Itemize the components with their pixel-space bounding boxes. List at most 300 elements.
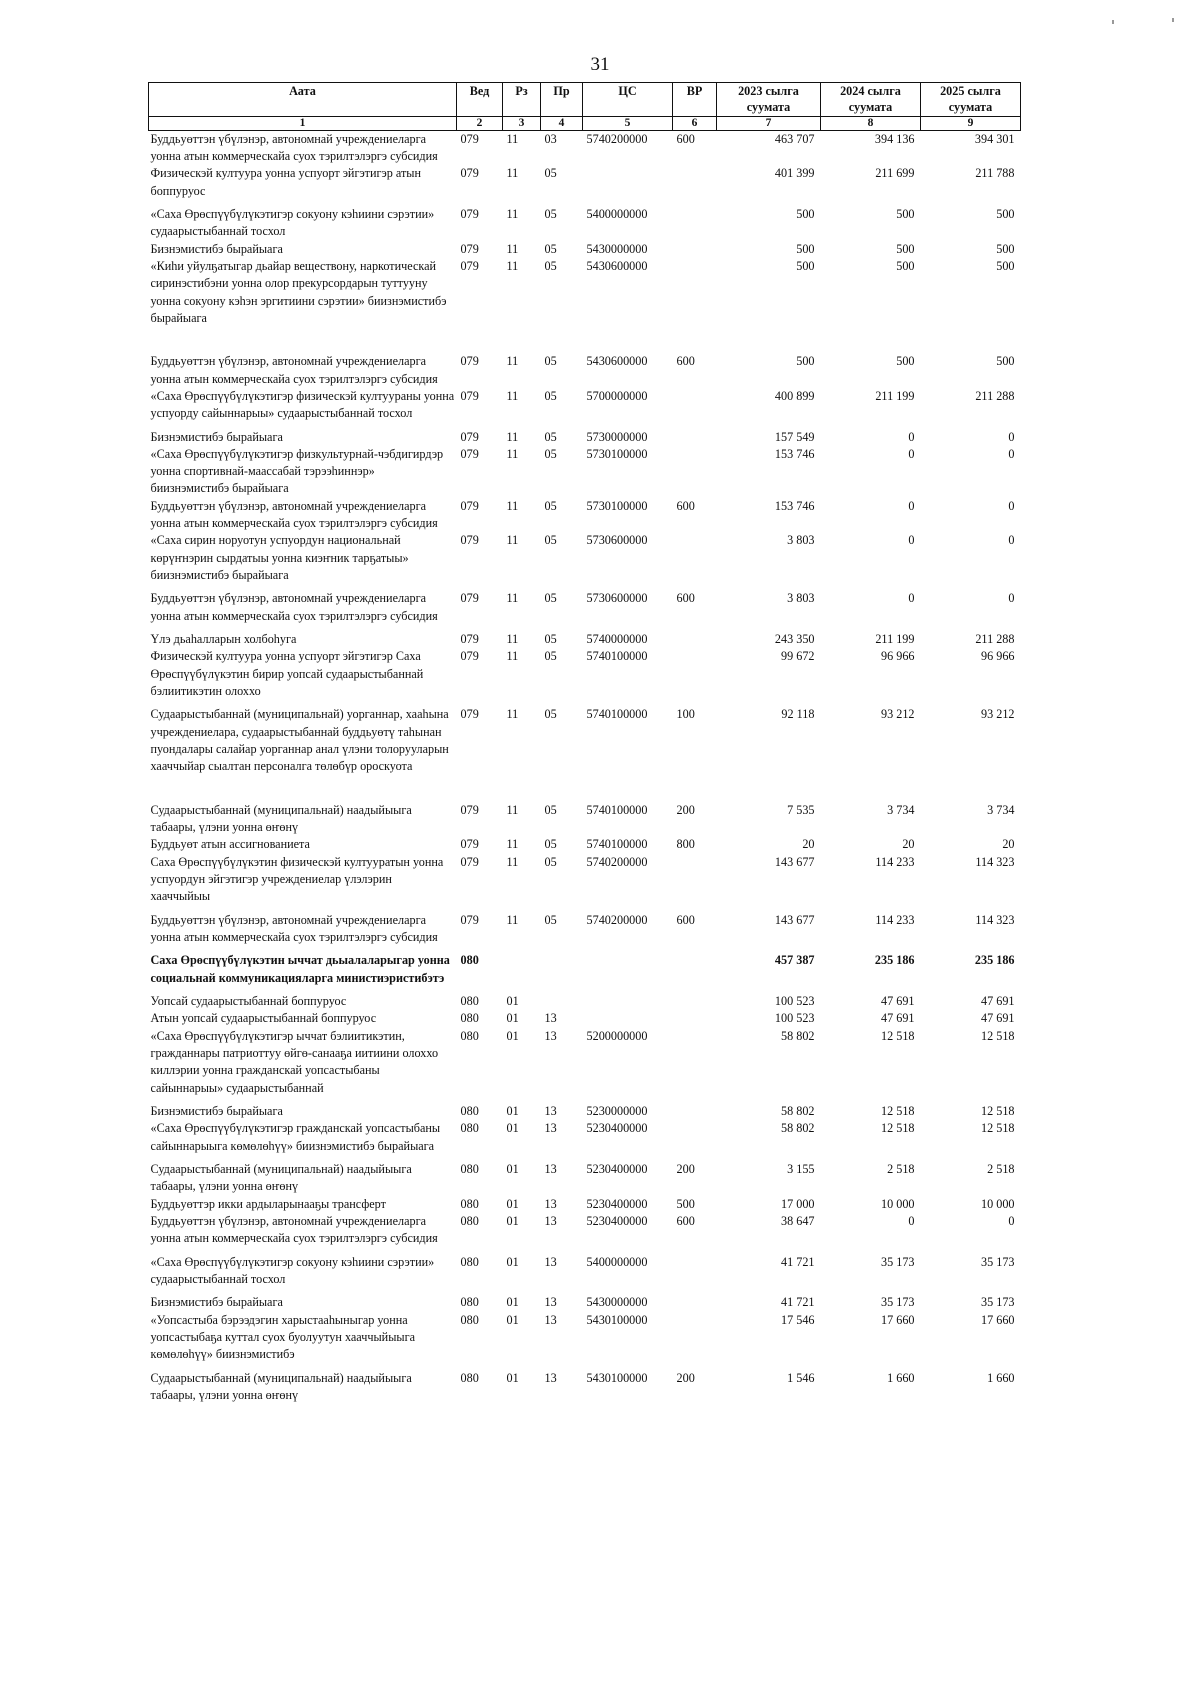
column-number: 3 (503, 116, 541, 130)
row-name: Буддьуөттэн үбүлэнэр, автономнай учреждениеларга уонна атын коммерческайа суох тэрилтэлэргэ субсидия (150, 498, 438, 531)
row-cs: 5430100000 (586, 1312, 648, 1327)
table-row (149, 912, 1021, 953)
row-cs: 5230400000 (586, 1161, 648, 1176)
row-cs: 5740100000 (586, 649, 648, 664)
table-row (149, 165, 1021, 206)
row-amount-2025: 35 173 (980, 1295, 1015, 1310)
row-amount-2023: 17 546 (780, 1312, 815, 1327)
row-vr (673, 631, 717, 648)
row-name: Үлэ дьаһалларын холбоһуга (150, 632, 297, 647)
row-vr (673, 1103, 717, 1120)
row-amount-2023: 3 803 (787, 533, 815, 548)
row-ved: 080 (460, 1196, 479, 1211)
row-pr: 13 (544, 1011, 557, 1026)
row-name: Буддьуөттэр икки ардыларынааҕы трансферт (150, 1196, 386, 1211)
scan-speck (1112, 20, 1114, 24)
row-vr: 200 (676, 802, 695, 817)
row-name: Буддьуөттэн үбүлэнэр, автономнай учреждениеларга уонна атын коммерческайа суох тэрилтэлэргэ субсидия (150, 1213, 438, 1246)
row-vr (673, 241, 717, 258)
row-name: Физическэй култуура уонна успуорт эйгэтигэр Саха Өрөспүүбүлүкэтин бирир уопсай судаарыстыбаннай бэлиитикэтин олоххо (150, 649, 424, 699)
row-name: «Саха сирин норуотун успуордун национальнай көрүҥнэрин сырдатыы уонна киэҥник тарҕатыы» биизнэмистибэ бырайыага (150, 533, 409, 583)
row-rz: 01 (506, 1254, 519, 1269)
row-vr (673, 1254, 717, 1295)
table-header-row (149, 83, 1021, 117)
row-rz: 11 (506, 354, 519, 369)
table-row (149, 206, 1021, 241)
row-vr (673, 258, 717, 353)
row-amount-2023: 20 (802, 837, 815, 852)
row-amount-2024: 211 199 (875, 388, 915, 403)
row-vr: 200 (676, 1370, 695, 1385)
header-cs: ЦС (583, 83, 673, 117)
row-pr: 13 (544, 1028, 557, 1043)
column-number: 8 (821, 116, 921, 130)
row-ved: 080 (460, 1213, 479, 1228)
row-vr (673, 388, 717, 429)
row-cs: 5230400000 (586, 1213, 648, 1228)
row-rz: 11 (506, 429, 519, 444)
table-row (149, 648, 1021, 706)
table-row (149, 1028, 1021, 1103)
row-name: «Саха Өрөспүүбүлүкэтигэр сокуону кэһиини сэрэтии» судаарыстыбаннай тосхол (150, 1254, 435, 1286)
row-vr (673, 854, 717, 912)
row-amount-2025: 211 288 (975, 388, 1015, 403)
row-amount-2025: 1 660 (987, 1370, 1015, 1385)
row-name: Атын уопсай судаарыстыбаннай боппуруос (150, 1011, 377, 1026)
table-row (149, 1010, 1021, 1027)
row-amount-2023: 58 802 (780, 1103, 815, 1118)
row-pr: 05 (544, 707, 557, 722)
row-rz: 11 (506, 166, 519, 181)
row-rz: 11 (506, 258, 519, 273)
row-amount-2024: 12 518 (880, 1121, 915, 1136)
row-ved: 080 (460, 1370, 479, 1385)
row-cs: 5740200000 (586, 854, 648, 869)
row-vr: 600 (676, 912, 695, 927)
row-amount-2024: 93 212 (880, 707, 915, 722)
header-pr: Пр (541, 83, 583, 117)
row-amount-2025: 0 (1008, 591, 1015, 606)
row-rz: 11 (506, 632, 519, 647)
row-pr: 05 (544, 837, 557, 852)
row-amount-2024: 211 199 (875, 632, 915, 647)
row-pr: 05 (544, 854, 557, 869)
row-amount-2025: 2 518 (987, 1161, 1015, 1176)
table-row (149, 1103, 1021, 1120)
row-amount-2023: 143 677 (774, 912, 815, 927)
header-2025: 2025 сылга суумата (921, 83, 1021, 117)
row-amount-2024: 394 136 (874, 131, 915, 146)
table-row (149, 952, 1021, 993)
table-row (149, 241, 1021, 258)
row-vr: 600 (676, 131, 695, 146)
row-rz: 11 (506, 241, 519, 256)
row-rz: 11 (506, 533, 519, 548)
row-amount-2023: 457 387 (774, 953, 815, 968)
row-cs: 5230400000 (586, 1196, 648, 1211)
row-ved: 080 (460, 1011, 479, 1026)
row-amount-2023: 1 546 (787, 1370, 815, 1385)
row-cs (583, 993, 673, 1010)
row-rz: 01 (506, 1161, 519, 1176)
row-cs: 5740200000 (586, 912, 648, 927)
row-amount-2024: 12 518 (880, 1103, 915, 1118)
row-pr: 05 (544, 206, 557, 221)
row-rz: 01 (506, 1028, 519, 1043)
row-cs: 5730600000 (586, 591, 648, 606)
row-ved: 079 (460, 388, 479, 403)
row-amount-2024: 0 (908, 1213, 915, 1228)
row-amount-2024: 0 (908, 591, 915, 606)
row-pr: 13 (544, 1161, 557, 1176)
row-rz: 11 (506, 707, 519, 722)
row-pr: 13 (544, 1295, 557, 1310)
row-ved: 079 (460, 446, 479, 461)
row-ved: 080 (460, 1121, 479, 1136)
row-vr (673, 1294, 717, 1311)
table-row (149, 130, 1021, 165)
row-amount-2024: 12 518 (880, 1028, 915, 1043)
row-amount-2025: 0 (1008, 446, 1015, 461)
row-ved: 079 (460, 354, 479, 369)
row-pr: 05 (544, 802, 557, 817)
table-row (149, 1312, 1021, 1370)
table-row (149, 1370, 1021, 1405)
column-number: 4 (541, 116, 583, 130)
row-amount-2025: 0 (1008, 1213, 1015, 1228)
row-amount-2023: 153 746 (774, 446, 815, 461)
row-amount-2025: 0 (1008, 498, 1015, 513)
row-cs: 5400000000 (586, 206, 648, 221)
row-amount-2025: 235 186 (974, 953, 1015, 968)
row-pr: 05 (544, 533, 557, 548)
row-cs: 5730100000 (586, 498, 648, 513)
row-rz: 01 (506, 1370, 519, 1385)
row-amount-2023: 38 647 (780, 1213, 815, 1228)
row-ved: 080 (460, 953, 479, 968)
table-row (149, 258, 1021, 353)
row-name: Саха Өрөспүүбүлүкэтин ыччат дьыалаларыгар уонна социальнай коммуникацияларга министиэристибэтэ (150, 953, 450, 985)
row-ved: 079 (460, 131, 479, 146)
column-number: 2 (457, 116, 503, 130)
scan-speck (1172, 18, 1174, 22)
row-amount-2025: 47 691 (980, 1011, 1015, 1026)
row-name: Буддьуөттэн үбүлэнэр, автономнай учреждениеларга уонна атын коммерческайа суох тэрилтэлэргэ субсидия (150, 912, 438, 945)
row-cs: 5700000000 (586, 388, 648, 403)
row-pr: 05 (544, 498, 557, 513)
row-amount-2025: 394 301 (974, 131, 1015, 146)
row-name: Бизнэмистибэ бырайыага (150, 1295, 283, 1310)
row-vr (673, 952, 717, 993)
row-amount-2024: 114 233 (875, 854, 915, 869)
row-vr (673, 1312, 717, 1370)
row-cs (583, 952, 673, 993)
table-row (149, 446, 1021, 498)
row-name: «Саха Өрөспүүбүлүкэтигэр физкультурнай-чэбдигирдэр уонна спортивнай-маассабай тэрээһиннэр» биизнэмистибэ бырайыага (150, 446, 444, 496)
row-amount-2025: 0 (1008, 533, 1015, 548)
row-rz: 01 (506, 1196, 519, 1211)
row-amount-2024: 0 (908, 533, 915, 548)
row-amount-2024: 235 186 (874, 953, 915, 968)
table-row (149, 1254, 1021, 1295)
row-amount-2025: 500 (996, 354, 1015, 369)
row-cs: 5230000000 (586, 1103, 648, 1118)
row-rz: 01 (506, 1121, 519, 1136)
row-amount-2025: 211 788 (975, 166, 1015, 181)
table-row (149, 854, 1021, 912)
row-cs: 5730600000 (586, 533, 648, 548)
header-vr: ВР (673, 83, 717, 117)
row-amount-2023: 401 399 (774, 166, 815, 181)
column-number: 9 (921, 116, 1021, 130)
row-name: Судаарыстыбаннай (муниципальнай) наадыйыыга табаары, үлэни уонна өҥөнү (150, 1161, 412, 1194)
row-amount-2025: 20 (1002, 837, 1015, 852)
row-rz: 01 (506, 1213, 519, 1228)
row-name: «Уопсастыба бэрээдэгин харыстааһыныгар уонна уопсастыбаҕа куттал суох буолуутун хааччыйыыга көмөлөһүү» биизнэмистибэ (150, 1312, 415, 1362)
row-amount-2025: 12 518 (980, 1103, 1015, 1118)
row-ved: 079 (460, 632, 479, 647)
row-amount-2025: 12 518 (980, 1121, 1015, 1136)
row-amount-2023: 153 746 (774, 498, 815, 513)
row-rz: 01 (506, 1295, 519, 1310)
row-amount-2025: 96 966 (980, 649, 1015, 664)
table-column-numbers-row (149, 116, 1021, 130)
row-ved: 079 (460, 912, 479, 927)
row-amount-2023: 58 802 (780, 1028, 815, 1043)
table-row (149, 1120, 1021, 1161)
table-row (149, 802, 1021, 837)
row-amount-2024: 2 518 (887, 1161, 915, 1176)
row-rz: 01 (506, 994, 519, 1009)
table-row (149, 532, 1021, 590)
table-row (149, 353, 1021, 388)
row-amount-2025: 12 518 (980, 1028, 1015, 1043)
row-name: «Саха Өрөспүүбүлүкэтигэр ыччат бэлиитикэтин, гражданнары патриоттуу өйгө-санааҕа иитиини олоххо киллэрии уонна гражданскай уопсастыбаны сайыннарыы» судаарыстыбаннай (150, 1028, 439, 1095)
column-number: 6 (673, 116, 717, 130)
header-2023: 2023 сылга суумата (717, 83, 821, 117)
row-name: Судаарыстыбаннай (муниципальнай) уорганнар, хааһына учреждениелара, судаарыстыбаннай буддьуөтү таһынан пуондалары салайар уорганнар анал үлэни толорууларын хааччыйар сыалтан персоналга төлөбүр ороскуота (150, 707, 449, 774)
row-vr: 600 (676, 1213, 695, 1228)
row-rz: 01 (506, 1011, 519, 1026)
row-name: Физическэй култуура уонна успуорт эйгэтигэр атын боппуруос (150, 166, 422, 198)
row-amount-2025: 93 212 (980, 707, 1015, 722)
row-ved: 079 (460, 241, 479, 256)
row-amount-2023: 3 155 (787, 1161, 815, 1176)
row-ved: 079 (460, 533, 479, 548)
row-vr (673, 993, 717, 1010)
row-amount-2025: 35 173 (980, 1254, 1015, 1269)
row-rz: 11 (506, 912, 519, 927)
row-name: Саха Өрөспүүбүлүкэтин физическэй култууратын уонна успуордун эйгэтигэр учреждениелар үлэлэрин хааччыйыы (150, 854, 444, 904)
row-name: Уопсай судаарыстыбаннай боппуруос (150, 994, 347, 1009)
row-rz: 01 (506, 1103, 519, 1118)
row-pr: 05 (544, 912, 557, 927)
row-amount-2024: 17 660 (880, 1312, 915, 1327)
row-vr (673, 1028, 717, 1103)
row-amount-2024: 500 (896, 206, 915, 221)
row-amount-2023: 400 899 (774, 388, 815, 403)
row-vr (673, 532, 717, 590)
row-amount-2024: 47 691 (880, 1011, 915, 1026)
row-cs: 5200000000 (586, 1028, 648, 1043)
row-rz: 11 (506, 446, 519, 461)
row-amount-2023: 157 549 (774, 429, 815, 444)
row-cs: 5740000000 (586, 632, 648, 647)
row-amount-2025: 500 (996, 258, 1015, 273)
row-amount-2024: 500 (896, 258, 915, 273)
row-name: Буддьуөттэн үбүлэнэр, автономнай учреждениеларга уонна атын коммерческайа суох тэрилтэлэргэ субсидия (150, 354, 438, 386)
row-ved: 080 (460, 1028, 479, 1043)
row-amount-2023: 100 523 (774, 1011, 815, 1026)
row-amount-2023: 143 677 (774, 854, 815, 869)
row-amount-2024: 47 691 (880, 994, 915, 1009)
table-row (149, 498, 1021, 533)
row-amount-2025: 3 734 (987, 802, 1015, 817)
row-name: Буддьуөт атын ассигнованиета (150, 837, 310, 852)
table-row (149, 631, 1021, 648)
row-rz: 11 (506, 802, 519, 817)
header-ved: Вед (457, 83, 503, 117)
row-amount-2023: 7 535 (787, 802, 815, 817)
row-amount-2024: 500 (896, 354, 915, 369)
row-amount-2024: 0 (908, 498, 915, 513)
row-pr: 13 (544, 1103, 557, 1118)
row-vr (673, 1120, 717, 1161)
row-amount-2023: 92 118 (781, 707, 815, 722)
row-cs: 5430600000 (586, 354, 648, 369)
row-cs: 5740100000 (586, 707, 648, 722)
row-vr (673, 648, 717, 706)
row-amount-2024: 3 734 (887, 802, 915, 817)
row-pr: 05 (544, 388, 557, 403)
row-pr: 13 (544, 1370, 557, 1385)
row-ved: 079 (460, 802, 479, 817)
row-pr: 05 (544, 632, 557, 647)
table-row (149, 1294, 1021, 1311)
row-amount-2025: 47 691 (980, 994, 1015, 1009)
row-pr (541, 993, 583, 1010)
row-vr: 500 (676, 1196, 695, 1211)
row-amount-2025: 0 (1008, 429, 1015, 444)
row-pr (541, 952, 583, 993)
row-cs: 5430000000 (586, 1295, 648, 1310)
row-vr: 100 (676, 707, 695, 722)
row-cs: 5730100000 (586, 446, 648, 461)
row-vr: 800 (676, 837, 695, 852)
row-ved: 079 (460, 591, 479, 606)
row-name: Судаарыстыбаннай (муниципальнай) наадыйыыга табаары, үлэни уонна өҥөнү (150, 1370, 412, 1402)
table-row (149, 706, 1021, 801)
row-vr: 600 (676, 354, 695, 369)
table-row (149, 429, 1021, 446)
row-ved: 079 (460, 429, 479, 444)
row-amount-2024: 114 233 (875, 912, 915, 927)
row-vr (673, 206, 717, 241)
row-ved: 079 (460, 206, 479, 221)
row-cs: 5430100000 (586, 1370, 648, 1385)
row-rz: 11 (506, 498, 519, 513)
row-name: Буддьуөттэн үбүлэнэр, автономнай учреждениеларга уонна атын коммерческайа суох тэрилтэлэргэ субсидия (150, 591, 438, 623)
row-rz: 01 (506, 1312, 519, 1327)
row-ved: 079 (460, 258, 479, 273)
row-cs: 5740100000 (586, 802, 648, 817)
row-amount-2023: 500 (796, 206, 815, 221)
header-rz: Рз (503, 83, 541, 117)
row-amount-2024: 96 966 (880, 649, 915, 664)
header-2024: 2024 сылга суумата (821, 83, 921, 117)
row-pr: 05 (544, 429, 557, 444)
row-amount-2024: 500 (896, 241, 915, 256)
row-ved: 079 (460, 837, 479, 852)
row-cs: 5730000000 (586, 429, 648, 444)
row-amount-2023: 3 803 (787, 591, 815, 606)
row-rz: 11 (506, 591, 519, 606)
page-number: 31 (590, 54, 610, 75)
row-rz (503, 952, 541, 993)
row-cs: 5400000000 (586, 1254, 648, 1269)
row-cs: 5430000000 (586, 241, 648, 256)
row-vr (673, 165, 717, 206)
header-name: Аата (149, 83, 457, 117)
table-row (149, 836, 1021, 853)
row-ved: 079 (460, 649, 479, 664)
row-amount-2025: 211 288 (975, 632, 1015, 647)
row-amount-2024: 0 (908, 429, 915, 444)
row-amount-2024: 0 (908, 446, 915, 461)
row-rz: 11 (506, 388, 519, 403)
row-amount-2023: 100 523 (774, 994, 815, 1009)
row-name: Бизнэмистибэ бырайыага (150, 1103, 283, 1118)
row-pr: 13 (544, 1312, 557, 1327)
row-ved: 079 (460, 166, 479, 181)
column-number: 1 (149, 116, 457, 130)
row-amount-2023: 500 (796, 258, 815, 273)
row-vr: 600 (676, 591, 695, 606)
row-pr: 05 (544, 354, 557, 369)
row-amount-2023: 500 (796, 241, 815, 256)
row-name: Бизнэмистибэ бырайыага (150, 241, 283, 256)
row-ved: 079 (460, 854, 479, 869)
row-amount-2025: 114 323 (975, 854, 1015, 869)
row-rz: 11 (506, 649, 519, 664)
row-amount-2023: 500 (796, 354, 815, 369)
table-body (149, 130, 1021, 1404)
row-vr (673, 446, 717, 498)
row-amount-2024: 35 173 (880, 1254, 915, 1269)
row-name: «Саха Өрөспүүбүлүкэтигэр гражданскай уопсастыбаны сайыннарыыга көмөлөһүү» биизнэмистибэ бырайыага (150, 1121, 441, 1153)
row-pr: 05 (544, 649, 557, 664)
row-cs: 5740100000 (586, 837, 648, 852)
row-name: Судаарыстыбаннай (муниципальнай) наадыйыыга табаары, үлэни уонна өҥөнү (150, 802, 412, 835)
row-pr: 05 (544, 241, 557, 256)
table-row (149, 1196, 1021, 1213)
row-rz: 11 (506, 131, 519, 146)
row-cs (583, 165, 673, 206)
row-ved: 080 (460, 1312, 479, 1327)
row-amount-2023: 99 672 (780, 649, 815, 664)
table-row (149, 1213, 1021, 1254)
row-pr: 05 (544, 446, 557, 461)
row-ved: 080 (460, 1295, 479, 1310)
table-row (149, 590, 1021, 631)
row-pr: 05 (544, 591, 557, 606)
row-amount-2024: 211 699 (875, 166, 915, 181)
row-amount-2025: 114 323 (975, 912, 1015, 927)
row-cs (583, 1010, 673, 1027)
row-name: «Саха Өрөспүүбүлүкэтигэр физическэй култуураны уонна успуорду сайыннарыы» судаарыстыбаннай тосхол (150, 388, 455, 421)
row-amount-2023: 243 350 (774, 632, 815, 647)
row-rz: 11 (506, 854, 519, 869)
